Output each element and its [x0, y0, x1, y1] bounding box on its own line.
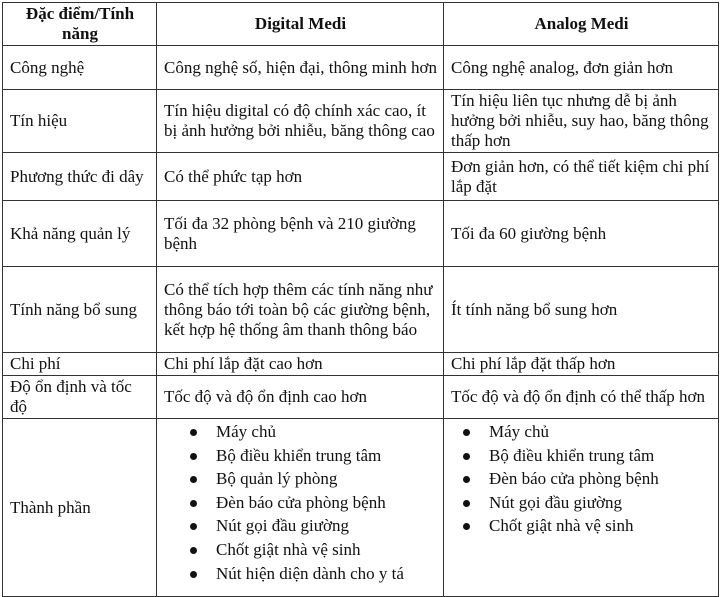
- table-row: [3, 46, 719, 90]
- list-item: Nút gọi đầu giường: [216, 514, 437, 538]
- row-analog-cell: Công nghệ analog, đơn giản hơn: [444, 46, 719, 90]
- components-analog-cell: [444, 419, 719, 597]
- list-item: Bộ quản lý phòng: [216, 467, 437, 491]
- row-digital-cell: Công nghệ số, hiện đại, thông minh hơn: [157, 46, 444, 90]
- table-row: [3, 90, 719, 153]
- list-item: Đèn báo cửa phòng bệnh: [216, 491, 437, 515]
- list-item: Bộ điều khiển trung tâm: [489, 444, 712, 468]
- list-item: Nút gọi đầu giường: [489, 491, 712, 515]
- list-item: Nút hiện diện dành cho y tá: [216, 562, 437, 586]
- table-header-row: [3, 3, 719, 46]
- row-digital-cell: Tín hiệu digital có độ chính xác cao, ít bị ảnh hưởng bởi nhiễu, băng thông cao: [157, 90, 444, 153]
- row-analog-cell: Chi phí lắp đặt thấp hơn: [444, 353, 719, 376]
- row-analog-cell: Tối đa 60 giường bệnh: [444, 201, 719, 267]
- table-row: [3, 376, 719, 419]
- table-row: [3, 153, 719, 201]
- row-digital-cell: Chi phí lắp đặt cao hơn: [157, 353, 444, 376]
- row-analog-cell: Tín hiệu liên tục nhưng dễ bị ảnh hưởng bởi nhiễu, suy hao, băng thông thấp hơn: [444, 90, 719, 153]
- header-analog: Analog Medi: [444, 3, 719, 46]
- list-item: Chốt giật nhà vệ sinh: [216, 538, 437, 562]
- components-feature-cell: Thành phần: [3, 419, 157, 597]
- row-feature-cell: Chi phí: [3, 353, 157, 376]
- list-item: Đèn báo cửa phòng bệnh: [489, 467, 712, 491]
- header-digital: Digital Medi: [157, 3, 444, 46]
- list-item: Máy chủ: [216, 420, 437, 444]
- table-row-components: [3, 419, 719, 597]
- components-digital-cell: [157, 419, 444, 597]
- digital-components-list: [164, 420, 437, 585]
- table-row: [3, 353, 719, 376]
- row-digital-cell: Tốc độ và độ ổn định cao hơn: [157, 376, 444, 419]
- table-row: [3, 267, 719, 353]
- list-item: Chốt giật nhà vệ sinh: [489, 514, 712, 538]
- row-feature-cell: Khả năng quản lý: [3, 201, 157, 267]
- list-item: Bộ điều khiển trung tâm: [216, 444, 437, 468]
- row-feature-cell: Độ ổn định và tốc độ: [3, 376, 157, 419]
- comparison-table: [2, 2, 719, 597]
- row-analog-cell: Tốc độ và độ ổn định có thể thấp hơn: [444, 376, 719, 419]
- list-item: Máy chủ: [489, 420, 712, 444]
- row-feature-cell: Tính năng bổ sung: [3, 267, 157, 353]
- row-analog-cell: Đơn giản hơn, có thể tiết kiệm chi phí lắp đặt: [444, 153, 719, 201]
- row-digital-cell: Tối đa 32 phòng bệnh và 210 giường bệnh: [157, 201, 444, 267]
- row-feature-cell: Tín hiệu: [3, 90, 157, 153]
- analog-components-list: [451, 420, 712, 538]
- row-feature-cell: Công nghệ: [3, 46, 157, 90]
- header-feature: Đặc điểm/Tính năng: [3, 3, 157, 46]
- row-analog-cell: Ít tính năng bổ sung hơn: [444, 267, 719, 353]
- table-row: [3, 201, 719, 267]
- row-digital-cell: Có thể tích hợp thêm các tính năng như thông báo tới toàn bộ các giường bệnh, kết hợp hệ thống âm thanh thông báo: [157, 267, 444, 353]
- row-digital-cell: Có thể phức tạp hơn: [157, 153, 444, 201]
- row-feature-cell: Phương thức đi dây: [3, 153, 157, 201]
